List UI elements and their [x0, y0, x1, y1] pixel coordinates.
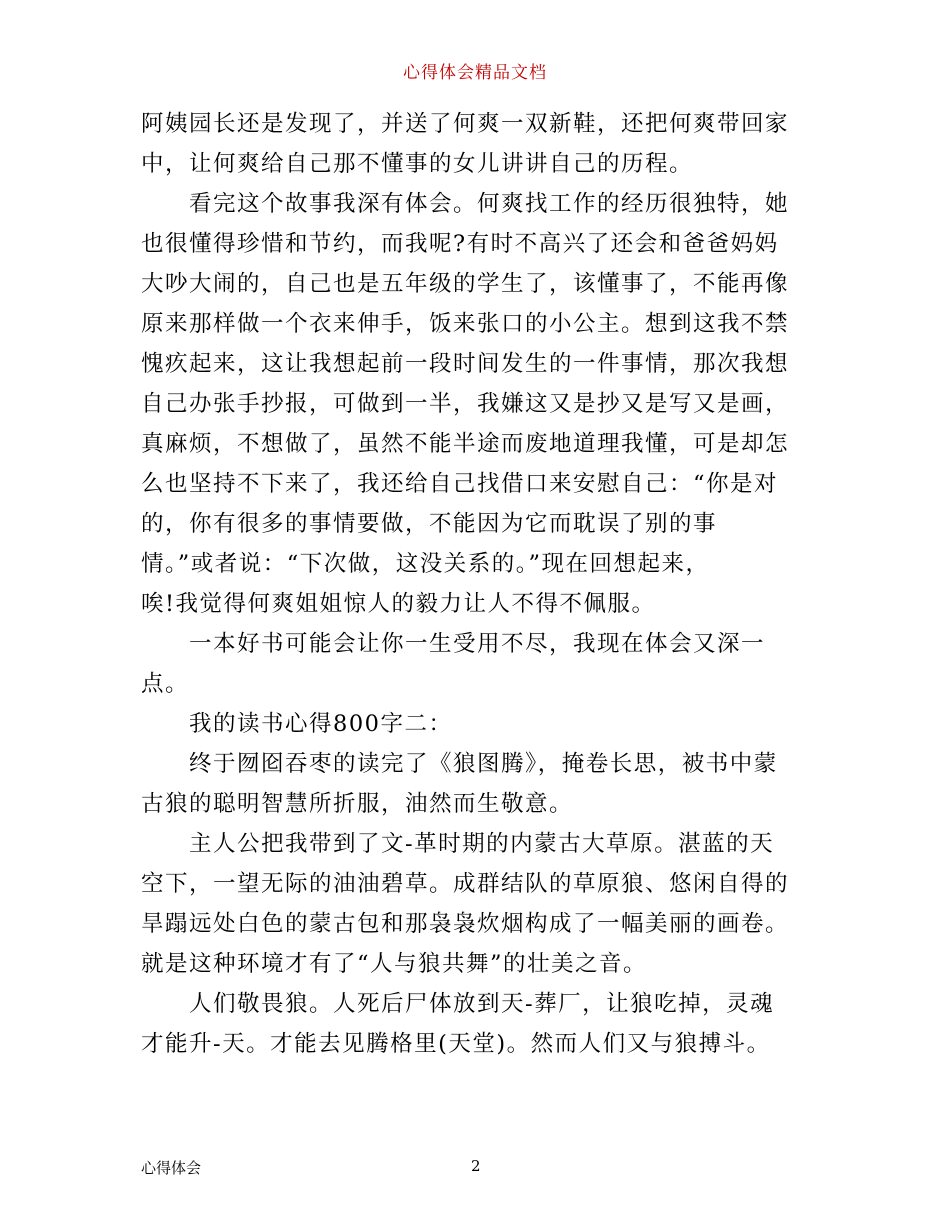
text-line: 中，让何爽给自己那不懂事的女儿讲讲自己的历程。: [141, 151, 694, 177]
text-line: 愧疚起来，这让我想起前一段时间发生的一件事情，那次我想: [141, 351, 790, 377]
text-line: 自己办张手抄报，可做到一半，我嫌这又是抄又是写又是画，: [141, 391, 790, 417]
footer-label: 心得体会: [141, 1159, 202, 1177]
text-line: 空下，一望无际的油油碧草。成群结队的草原狼、悠闲自得的: [141, 871, 790, 897]
text-line: 才能升-天。才能去见腾格里(天堂)。然而人们又与狼搏斗。: [141, 1031, 771, 1057]
text-line: 也很懂得珍惜和节约，而我呢?有时不高兴了还会和爸爸妈妈: [141, 231, 779, 257]
document-body: [141, 104, 813, 1064]
text-line: 旱蹋远处白色的蒙古包和那袅袅炊烟构成了一幅美丽的画卷。: [141, 911, 790, 937]
page-header: 心得体会精品文档: [403, 63, 547, 83]
text-line: 原来那样做一个衣来伸手，饭来张口的小公主。想到这我不禁: [141, 311, 790, 337]
text-line: 我的读书心得800字二：: [141, 711, 453, 737]
text-line: 大吵大闹的，自己也是五年级的学生了，该懂事了，不能再像: [141, 271, 790, 297]
text-line: 人们敬畏狼。人死后尸体放到天-葬厂，让狼吃掉，灵魂: [141, 991, 775, 1017]
text-line: 古狼的聪明智慧所折服，油然而生敬意。: [141, 791, 574, 817]
text-line: 终于囫囵吞枣的读完了《狼图腾》，掩卷长思，被书中蒙: [141, 751, 778, 777]
text-line: 主人公把我带到了文-革时期的内蒙古大草原。湛蓝的天: [141, 831, 775, 857]
text-line: 的，你有很多的事情要做，不能因为它而耽误了别的事: [141, 511, 718, 537]
text-line: 就是这种环境才有了“人与狼共舞”的壮美之音。: [141, 951, 648, 977]
text-line: 一本好书可能会让你一生受用不尽，我现在体会又深一: [141, 631, 766, 657]
text-line: 看完这个故事我深有体会。何爽找工作的经历很独特，她: [141, 191, 790, 217]
page-footer: [141, 1157, 813, 1177]
text-line: 么也坚持不下来了，我还给自己找借口来安慰自己：“你是对: [141, 471, 779, 497]
text-line: 真麻烦，不想做了，虽然不能半途而废地道理我懂，可是却怎: [141, 431, 790, 457]
text-line: 阿姨园长还是发现了，并送了何爽一双新鞋，还把何爽带回家: [141, 111, 790, 137]
page-number: 2: [471, 1157, 481, 1175]
text-line: 点。: [141, 671, 190, 697]
text-line: 情。”或者说：“下次做，这没关系的。”现在回想起来，: [141, 551, 710, 577]
text-line: 唉!我觉得何爽姐姐惊人的毅力让人不得不佩服。: [141, 591, 656, 617]
